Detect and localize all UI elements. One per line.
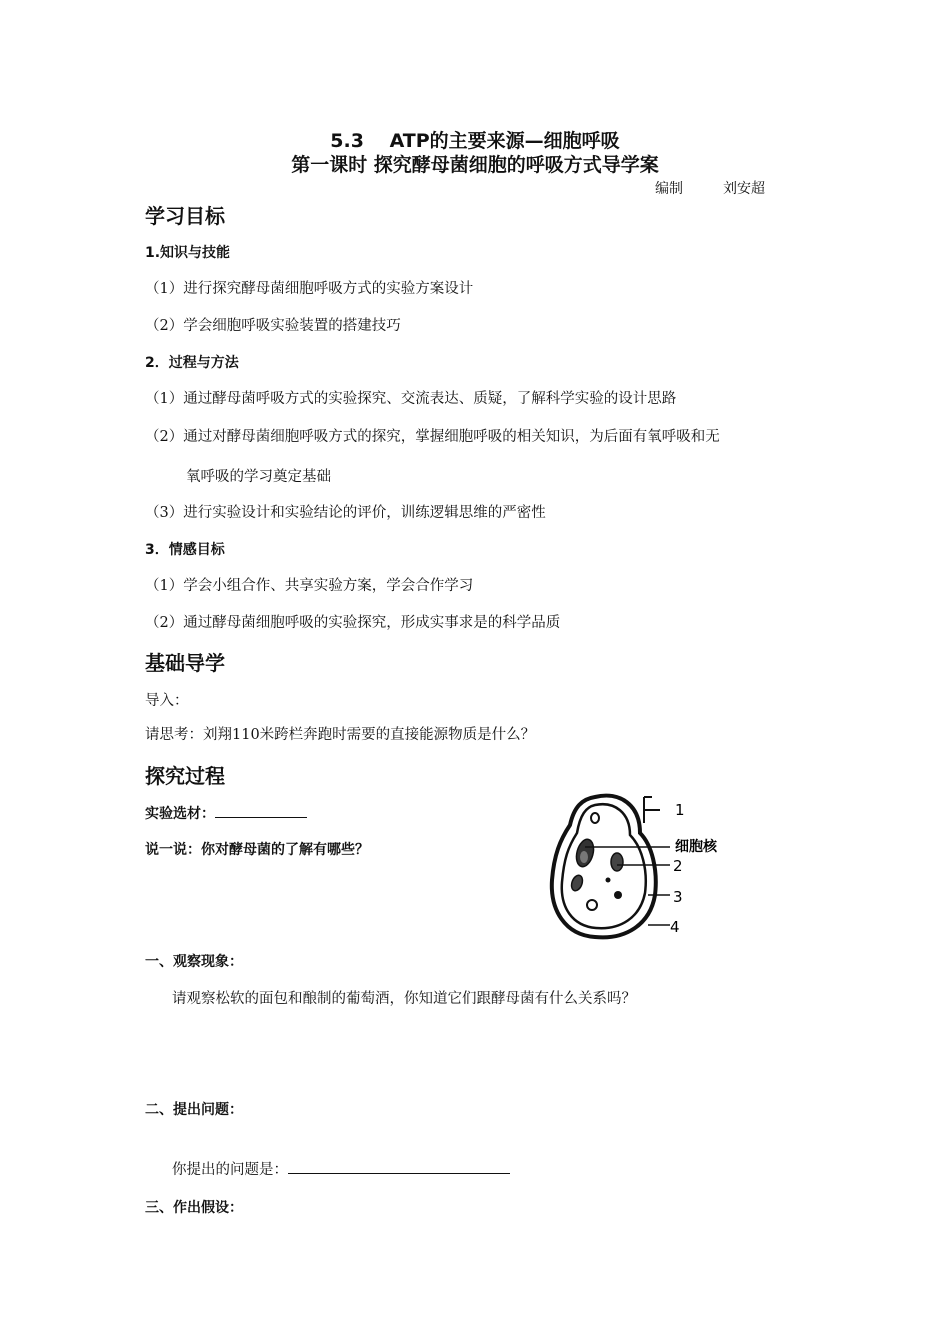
basics-intro: 导入： (145, 693, 189, 709)
step-1-text: 请观察松软的面包和酿制的葡萄酒，你知道它们跟酵母菌有什么关系吗？ (172, 991, 636, 1007)
label-4: 4 (670, 918, 680, 936)
step-1-title: 一、观察现象： (145, 954, 243, 970)
label-2: 2 (673, 857, 683, 875)
mitochondrion (611, 853, 623, 871)
objectives-s2-item: （3）进行实验设计和实验结论的评价，训练逻辑思维的严密性 (145, 505, 546, 521)
inquiry-heading: 探究过程 (145, 764, 225, 788)
objectives-heading: 学习目标 (145, 204, 225, 228)
objectives-s1-item: （1）进行探究酵母菌细胞呼吸方式的实验方案设计 (145, 281, 474, 297)
objectives-s1-item: （2）学会细胞呼吸实验装置的搭建技巧 (145, 318, 401, 334)
objectives-s2-item-continuation: 氧呼吸的学习奠定基础 (186, 469, 331, 485)
basics-question: 请思考：刘翔110米跨栏奔跑时需要的直接能源物质是什么？ (145, 727, 536, 743)
objectives-s3-item: （2）通过酵母菌细胞呼吸的实验探究，形成实事求是的科学品质 (145, 615, 561, 631)
basics-heading: 基础导学 (145, 651, 225, 675)
mitochondrion (570, 874, 585, 892)
step-2-title: 二、提出问题： (145, 1102, 243, 1118)
label-nucleus: 细胞核 (675, 839, 717, 855)
material-answer-blank[interactable] (215, 803, 307, 818)
objectives-section-3-title: 3．情感目标 (145, 542, 225, 558)
material-label-row (145, 803, 307, 823)
question-answer-blank[interactable] (288, 1159, 510, 1174)
author-label: 编制 (655, 181, 683, 197)
label-3: 3 (673, 888, 683, 906)
vacuole (587, 900, 597, 910)
title-line-2: 第一课时 探究酵母菌细胞的呼吸方式导学案 (291, 154, 659, 176)
objectives-section-2-title: 2．过程与方法 (145, 355, 239, 371)
objectives-s2-item: （1）通过酵母菌呼吸方式的实验探究、交流表达、质疑，了解科学实验的设计思路 (145, 391, 677, 407)
yeast-cell-diagram (540, 785, 730, 945)
objectives-s3-item: （1）学会小组合作、共享实验方案，学会合作学习 (145, 578, 474, 594)
vacuole (591, 813, 599, 823)
material-label: 实验选材： (145, 806, 215, 822)
objectives-section-1-title: 1.知识与技能 (145, 245, 231, 261)
step-3-title: 三、作出假设： (145, 1200, 243, 1216)
objectives-s2-item: （2）通过对酵母菌细胞呼吸方式的探究，掌握细胞呼吸的相关知识，为后面有氧呼吸和无 (145, 429, 720, 445)
question-row (172, 1158, 510, 1179)
question-label: 你提出的问题是： (172, 1162, 288, 1178)
title-line-1: 5.3 ATP的主要来源—细胞呼吸 (330, 130, 620, 152)
label-1: 1 (675, 801, 685, 819)
cell-wall (552, 796, 656, 938)
say-label: 说一说：你对酵母菌的了解有哪些？ (145, 842, 369, 858)
cell-membrane (562, 804, 646, 928)
author-name: 刘安超 (723, 181, 765, 197)
